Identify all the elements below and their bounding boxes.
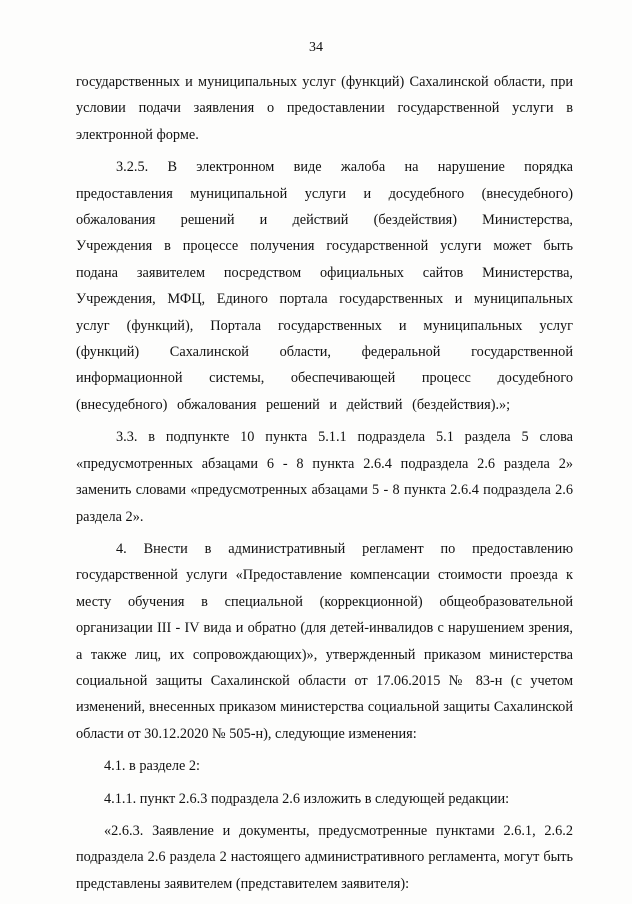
page-number: 34 <box>309 40 323 55</box>
paragraph-continuation: государственных и муниципальных услуг (функций) Сахалинской области, при условии подачи заявления о предоставлении государственной услуги в электронной форме. <box>76 74 573 143</box>
paragraph-2-6-3: «2.6.3. Заявление и документы, предусмотренные пунктами 2.6.1, 2.6.2 подраздела 2.6 раздела 2 настоящего административного регламента, могут быть представлены заявителем (представителем заявителя): <box>76 822 573 892</box>
paragraph-4: 4. Внести в административный регламент по предоставлению государственной услуги «Предоставление компенсации стоимости проезда к месту обучения в специальной (коррекционной) общеобразовательной организации III - IV вида и обратно (для детей-инвалидов с нарушением зрения, а также лиц, их сопровождающих)», утвержденный приказом министерства социальной защиты Сахалинской области от 17.06.2015 № 83-н (с учетом изменений, внесенных приказом министерства социальной защиты Сахалинской области от 30.12.2020 № 505-н), следующие изменения: <box>76 540 573 742</box>
paragraph-4-1-1: 4.1.1. пункт 2.6.3 подраздела 2.6 изложить в следующей редакции: <box>104 790 510 807</box>
paragraph-4-1: 4.1. в разделе 2: <box>104 758 201 775</box>
document-body <box>76 69 573 897</box>
paragraph-3-2-5: 3.2.5. В электронном виде жалоба на нарушение порядка предоставления муниципальной услуги и досудебного (внесудебного) обжалования решений и действий (бездействия) Министерства, Учреждения в процессе получения государственной услуги может быть подана заявителем посредством официальных сайтов Министерства, Учреждения, МФЦ, Единого портала государственных и муниципальных услуг (функций), Портала государственных и муниципальных услуг (функций) Сахалинской области, федеральной государственной информационной системы, обеспечивающей процесс досудебного (внесудебного) обжалования решений и действий (бездействия).»; <box>76 159 573 413</box>
paragraph-3-3: 3.3. в подпункте 10 пункта 5.1.1 подраздела 5.1 раздела 5 слова «предусмотренных абзацами 6 - 8 пункта 2.6.4 подраздела 2.6 раздела 2» заменить словами «предусмотренных абзацами 5 - 8 пункта 2.6.4 подраздела 2.6 раздела 2». <box>76 429 573 525</box>
